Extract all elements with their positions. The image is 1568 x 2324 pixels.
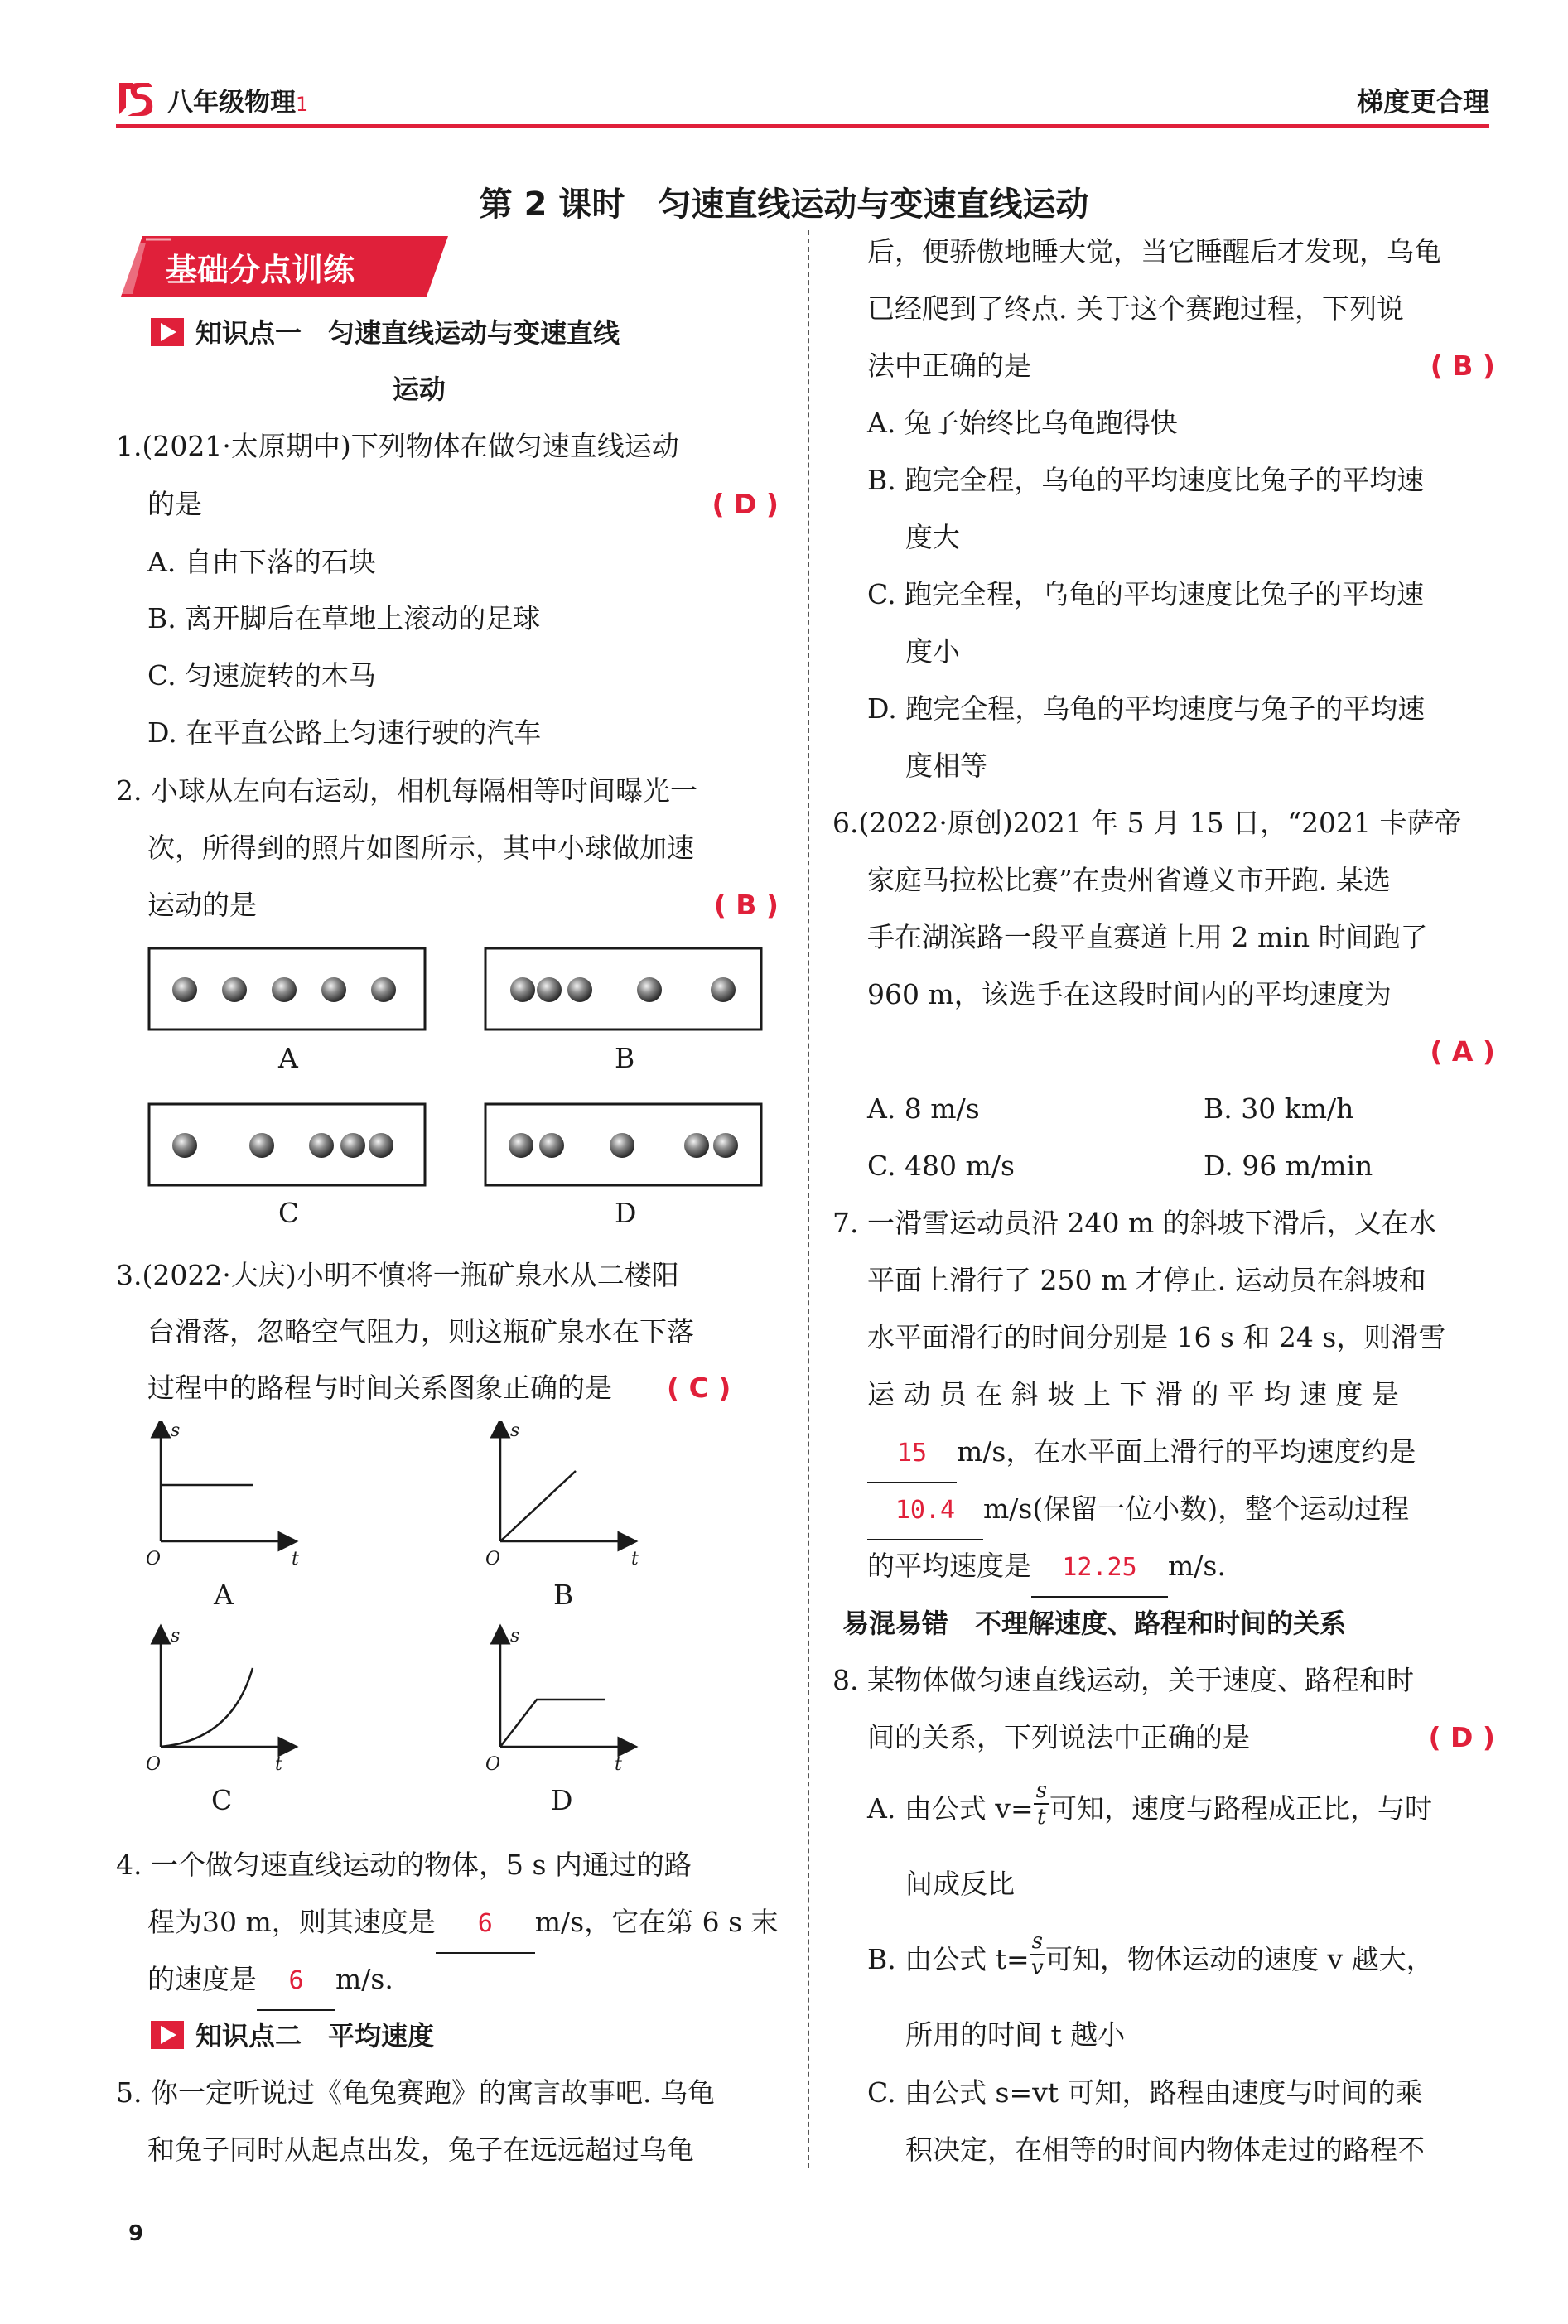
page-number: 9 [128,2221,144,2246]
question-8-stem: 8. 某物体做匀速直线运动，关于速度、路程和时 [832,1664,1414,1696]
graph-c [161,1634,288,1747]
question-6-option-a: A. 8 m/s [867,1092,980,1125]
photo-a-label: A [278,1042,298,1074]
question-6-stem-3: 手在湖滨路一段平直赛道上用 2 min 时间跑了 [867,921,1428,953]
question-2-figure [147,944,777,1242]
question-5-option-b-cont: 度大 [905,521,960,553]
header-tagline: 梯度更合理 [1356,86,1489,118]
graph-d-axis-s: s [510,1626,520,1647]
graph-a [161,1428,288,1541]
question-1-option-c: C. 匀速旋转的木马 [147,659,377,692]
play-triangle-icon [151,2021,184,2049]
question-7-stem-2: 平面上滑行了 250 m 才停止. 运动员在斜坡和 [867,1264,1426,1296]
question-4-line-2: 程为30 m，则其速度是 6 m/s，它在第 6 s 末 [147,1894,779,1954]
book-title: 八年级物理1 [167,88,309,118]
graph-b-axis-t: t [631,1549,639,1569]
question-5-stem-5: 法中正确的是 [867,350,1031,382]
graph-d-origin: O [485,1754,501,1775]
question-7-stem: 7. 一滑雪运动员沿 240 m 的斜坡下滑后，又在水 [832,1207,1436,1239]
question-5-option-d: D. 跑完全程，乌龟的平均速度与兔子的平均速 [867,692,1426,725]
graph-d-label: D [551,1784,573,1816]
question-8-option-a: A. 由公式 v= $\frac{s}{t}$ 可知，速度与路程成正比，与时 [867,1778,1432,1830]
question-1-option-a: A. 自由下落的石块 [147,546,376,578]
question-4-line-3: 的速度是 6 m/s. [147,1951,393,2011]
graph-c-origin: O [146,1754,162,1775]
graph-c-axis-t: t [275,1754,282,1775]
question-6-stem-2: 家庭马拉松比赛”在贵州省遵义市开跑. 某选 [867,864,1391,896]
question-1-option-d: D. 在平直公路上匀速行驶的汽车 [147,716,542,749]
question-6-option-c: C. 480 m/s [867,1150,1015,1182]
question-2-stem-3: 运动的是 [147,889,257,921]
question-3-answer: ( C ) [667,1372,731,1404]
question-6-stem-4: 960 m，该选手在这段时间内的平均速度为 [867,978,1392,1010]
question-5-option-c: C. 跑完全程，乌龟的平均速度比兔子的平均速 [867,578,1425,610]
question-4-blank-2[interactable]: 6 [257,1953,335,2011]
question-6-answer: ( A ) [1430,1035,1495,1068]
question-3-stem: 3.(2022·大庆)小明不慎将一瓶矿泉水从二楼阳 [116,1259,679,1291]
graph-b [500,1428,628,1541]
graph-b-label: B [553,1579,574,1611]
question-2-stem-2: 次，所得到的照片如图所示，其中小球做加速 [147,832,694,864]
photo-b-label: B [615,1042,635,1074]
photo-c [149,1104,425,1185]
question-5-option-b: B. 跑完全程，乌龟的平均速度比兔子的平均速 [867,464,1425,496]
graph-d-axis-t: t [615,1754,622,1775]
question-7-line-7: 的平均速度是 12.25 m/s. [867,1538,1226,1598]
question-5-option-c-cont: 度小 [905,635,960,668]
question-8-option-c-cont: 积决定，在相等的时间内物体走过的路程不 [905,2134,1425,2166]
question-5-answer: ( B ) [1430,350,1495,382]
graph-b-axis-s: s [510,1421,520,1441]
question-8-option-b-cont: 所用的时间 t 越小 [905,2018,1126,2051]
easily-confused-heading: 易混易错 不理解速度、路程和时间的关系 [842,1608,1347,1639]
formula-fraction: $\frac{s}{v}$ [1030,1929,1045,1980]
knowledge-point-1-cont: 运动 [393,374,446,405]
question-5-option-d-cont: 度相等 [905,750,987,782]
question-7-line-5: 15 m/s，在水平面上滑行的平均速度约是 [867,1424,1416,1483]
graph-b-origin: O [485,1549,501,1569]
knowledge-point-1: 知识点一 匀速直线运动与变速直线 [151,305,620,361]
question-5-stem-2: 和兔子同时从起点出发，兔子在远远超过乌龟 [147,2134,694,2166]
graph-a-axis-s: s [171,1421,181,1441]
question-7-blank-3[interactable]: 12.25 [1031,1540,1168,1598]
column-divider [808,230,809,2168]
question-2-stem: 2. 小球从左向右运动，相机每隔相等时间曝光一 [116,774,697,807]
play-triangle-icon [151,318,184,346]
question-8-stem-2: 间的关系，下列说法中正确的是 [867,1721,1250,1753]
graph-d [500,1634,628,1747]
question-8-option-b: B. 由公式 t= $\frac{s}{v}$ 可知，物体运动的速度 v 越大， [867,1929,1434,1980]
question-3-stem-2: 台滑落，忽略空气阻力，则这瓶矿泉水在下落 [147,1315,694,1348]
photo-c-label: C [278,1197,300,1229]
graph-a-origin: O [146,1549,162,1569]
question-8-option-a-cont: 间成反比 [905,1868,1015,1900]
graph-c-axis-s: s [171,1626,181,1647]
question-5-stem: 5. 你一定听说过《龟兔赛跑》的寓言故事吧. 乌龟 [116,2076,715,2109]
section-banner-label: 基础分点训练 [166,252,355,288]
question-7-line-6: 10.4 m/s(保留一位小数)，整个运动过程 [867,1481,1409,1540]
question-1-answer: ( D ) [712,488,779,520]
question-3-stem-3: 过程中的路程与时间关系图象正确的是 [147,1372,612,1404]
question-7-stem-4: 运 动 员 在 斜 坡 上 下 滑 的 平 均 速 度 是 [867,1378,1399,1410]
question-7-blank-2[interactable]: 10.4 [867,1483,983,1540]
photo-d-label: D [615,1197,637,1229]
question-8-option-c: C. 由公式 s=vt 可知，路程由速度与时间的乘 [867,2076,1423,2109]
question-6-option-b: B. 30 km/h [1204,1092,1354,1125]
question-5-stem-3: 后，便骄傲地睡大觉，当它睡醒后才发现，乌龟 [867,235,1441,268]
question-1-option-b: B. 离开脚后在草地上滚动的足球 [147,602,541,634]
question-5-stem-4: 已经爬到了终点. 关于这个赛跑过程，下列说 [867,292,1404,325]
formula-fraction: $\frac{s}{t}$ [1034,1778,1049,1830]
graph-a-axis-t: t [292,1549,299,1569]
knowledge-point-2: 知识点二 平均速度 [151,2008,434,2064]
question-1-stem: 1.(2021·太原期中)下列物体在做匀速直线运动 [116,430,679,462]
lesson-title: 第 2 课时 匀速直线运动与变速直线运动 [479,186,1089,224]
question-1-stem-2: 的是 [147,488,202,520]
question-2-answer: ( B ) [713,889,779,921]
question-4-blank-1[interactable]: 6 [436,1896,535,1954]
question-6-stem: 6.(2022·原创)2021 年 5 月 15 日，“2021 卡萨帝 [832,807,1462,839]
question-7-stem-3: 水平面滑行的时间分别是 16 s 和 24 s，则滑雪 [867,1321,1446,1353]
photo-d [485,1104,761,1185]
question-7-blank-1[interactable]: 15 [867,1425,957,1483]
graph-c-label: C [211,1784,233,1816]
graph-a-label: A [214,1579,234,1611]
photo-a [149,948,425,1029]
question-5-option-a: A. 兔子始终比乌龟跑得快 [867,407,1178,439]
photo-b [485,948,761,1029]
question-6-option-d: D. 96 m/min [1204,1150,1373,1182]
question-4-stem: 4. 一个做匀速直线运动的物体，5 s 内通过的路 [116,1849,692,1881]
question-8-answer: ( D ) [1428,1721,1495,1753]
